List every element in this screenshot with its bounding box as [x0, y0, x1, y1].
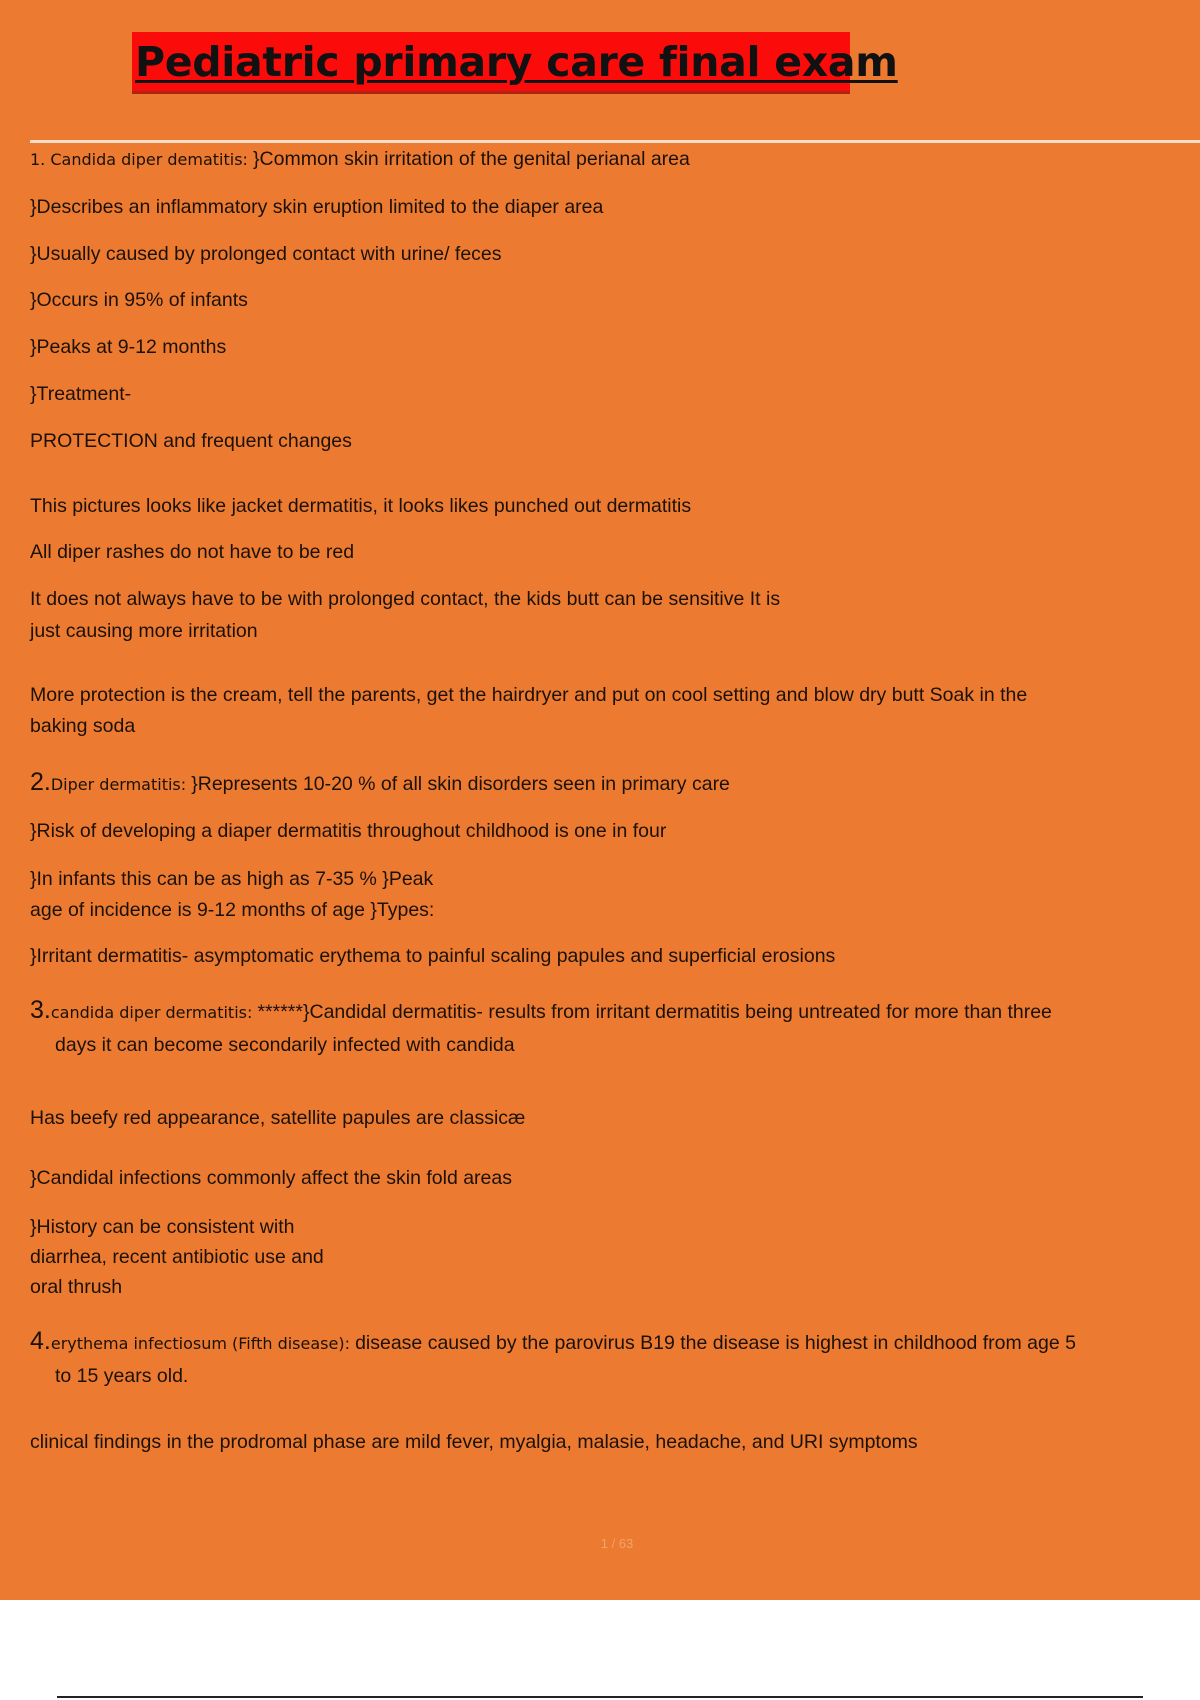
item-3-text-cont: days it can become secondarily infected with candida: [55, 1034, 515, 1056]
item-3-number: 3.: [30, 996, 51, 1024]
page-number: 1 / 63: [600, 1536, 634, 1551]
item-4-note: clinical findings in the prodromal phase are mild fever, myalgia, malasie, headache, and URI symptoms: [30, 1431, 918, 1453]
item-4-label: erythema infectiosum (Fifth disease):: [50, 1334, 356, 1353]
item-4-text-cont: to 15 years old.: [55, 1365, 189, 1387]
item-2-bullet: }In infants this can be as high as 7-35 % }Peak: [30, 868, 434, 890]
item-2-number: 2.: [30, 768, 51, 796]
item-3-note: Has beefy red appearance, satellite papules are classicæ: [30, 1107, 526, 1129]
item-1-line: [30, 146, 690, 173]
item-3-bullet: }History can be consistent with: [30, 1216, 295, 1238]
next-page-divider: [57, 1696, 1143, 1698]
item-3-bullet: oral thrush: [30, 1276, 123, 1298]
item-1-note: PROTECTION and frequent changes: [30, 430, 352, 452]
item-1-note: baking soda: [30, 715, 136, 737]
item-2-bullet: }Risk of developing a diaper dermatitis throughout childhood is one in four: [30, 820, 667, 842]
header-divider: [30, 140, 1200, 143]
item-1-bullet: }Usually caused by prolonged contact with urine/ feces: [30, 243, 502, 265]
item-1-note: just causing more irritation: [30, 620, 258, 642]
item-1-bullet: }Treatment-: [30, 383, 132, 405]
item-3-bullet: }Candidal infections commonly affect the skin fold areas: [30, 1167, 512, 1189]
item-2-line: [30, 769, 730, 798]
page-title: Pediatric primary care final exam: [135, 38, 898, 86]
item-4-number: 4.: [30, 1327, 51, 1355]
item-1-note: More protection is the cream, tell the parents, get the hairdryer and put on cool setting and blow dry butt Soak in the: [30, 684, 1028, 706]
item-1-bullet: }Occurs in 95% of infants: [30, 289, 248, 311]
item-1-bullet: }Describes an inflammatory skin eruption limited to the diaper area: [30, 196, 604, 218]
item-2-bullet: }Irritant dermatitis- asymptomatic erythema to painful scaling papules and superficial erosions: [30, 945, 836, 967]
item-4-line: [30, 1328, 1076, 1357]
item-1-bullet: }Peaks at 9-12 months: [30, 336, 227, 358]
title-banner: [132, 32, 898, 94]
item-1-label: 1. Candida diper dematitis:: [30, 150, 254, 169]
item-4-text: disease caused by the parovirus B19 the disease is highest in childhood from age 5: [355, 1332, 1076, 1354]
item-3-label: candida diper dermatitis:: [50, 1003, 258, 1022]
item-1-note: It does not always have to be with prolonged contact, the kids butt can be sensitive It is: [30, 588, 781, 610]
item-1-note: All diper rashes do not have to be red: [30, 541, 355, 563]
item-3-line: [30, 997, 1052, 1026]
item-3-text: ******}Candidal dermatitis- results from irritant dermatitis being untreated for more than three: [257, 1001, 1052, 1023]
item-1-note: This pictures looks like jacket dermatitis, it looks likes punched out dermatitis: [30, 495, 692, 517]
item-2-text: }Represents 10-20 % of all skin disorders seen in primary care: [191, 773, 730, 795]
item-1-text: }Common skin irritation of the genital perianal area: [253, 148, 690, 170]
item-2-bullet: age of incidence is 9-12 months of age }Types:: [30, 899, 435, 921]
item-2-label: Diper dermatitis:: [50, 775, 192, 794]
item-3-bullet: diarrhea, recent antibiotic use and: [30, 1246, 324, 1268]
